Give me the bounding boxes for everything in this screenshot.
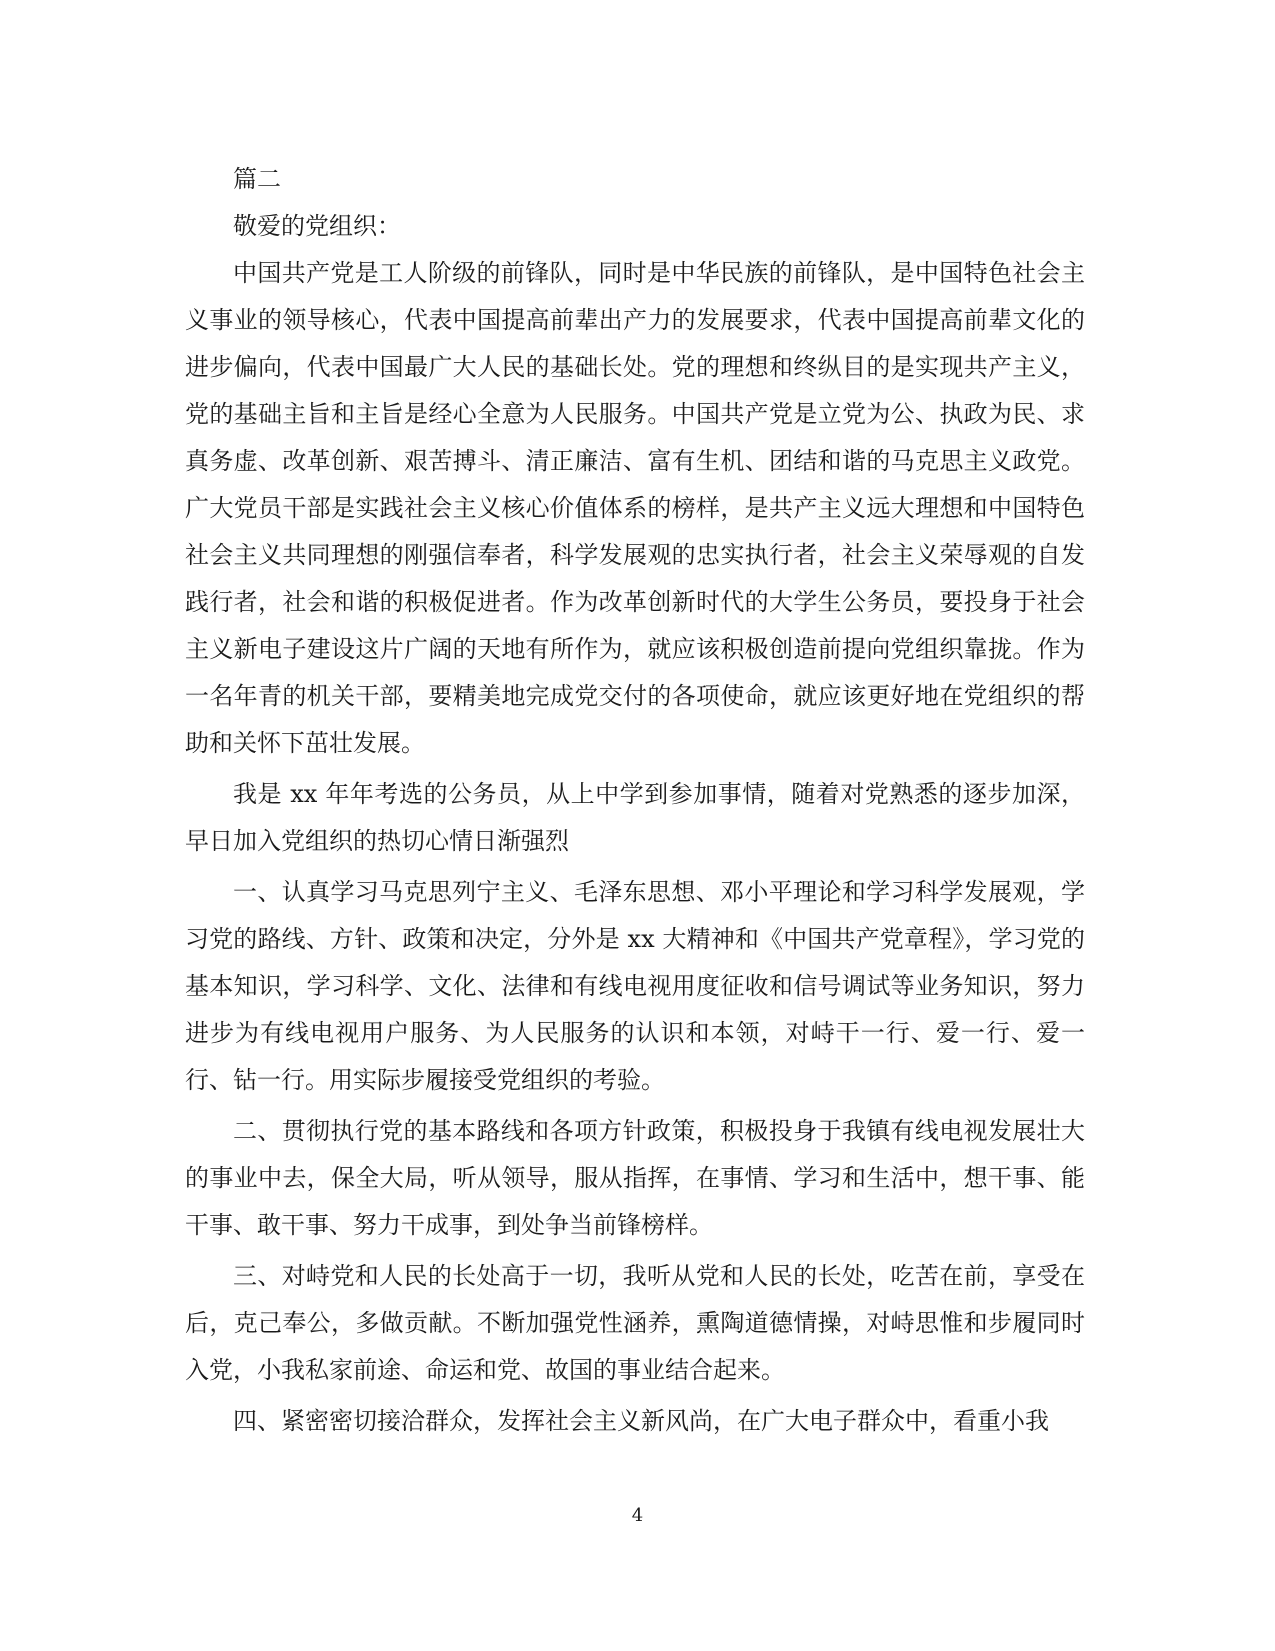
salutation: 敬爱的党组织：: [233, 212, 401, 240]
paragraph-background: 我是 xx 年年考选的公务员，从上中学到参加事情，随着对党熟悉的逐步加深，早日加入党组织的热切心情日渐强烈: [185, 780, 1085, 855]
paragraph-point-two: 二、贯彻执行党的基本路线和各项方针政策，积极投身于我镇有线电视发展壮大的事业中去，保全大局，听从领导，服从指挥，在事情、学习和生活中，想干事、能干事、敢干事、努力干成事，到处争当前锋榜样。: [185, 1117, 1085, 1239]
paragraph-point-four: 四、紧密密切接洽群众，发挥社会主义新风尚，在广大电子群众中，看重小我: [233, 1407, 1049, 1435]
paragraph-point-one: 一、认真学习马克思列宁主义、毛泽东思想、邓小平理论和学习科学发展观，学习党的路线、方针、政策和决定，分外是 xx 大精神和《中国共产党章程》，学习党的基本知识，学习科学、文化、法律和有线电视用度征收和信号调试等业务知识，努力进步为有线电视用户服务、为人民服务的认识和本领，对峙干一行、爱一行、爱一行、钻一行。用实际步履接受党组织的考验。: [185, 878, 1085, 1094]
page-number: 4: [631, 1505, 644, 1526]
document-body: [185, 156, 1085, 1445]
paragraph-intro: 中国共产党是工人阶级的前锋队，同时是中华民族的前锋队，是中国特色社会主义事业的领导核心，代表中国提高前辈出产力的发展要求，代表中国提高前辈文化的进步偏向，代表中国最广大人民的基础长处。党的理想和终纵目的是实现共产主义，党的基础主旨和主旨是经心全意为人民服务。中国共产党是立党为公、执政为民、求真务虚、改革创新、艰苦搏斗、清正廉洁、富有生机、团结和谐的马克思主义政党。广大党员干部是实践社会主义核心价值体系的榜样，是共产主义远大理想和中国特色社会主义共同理想的刚强信奉者，科学发展观的忠实执行者，社会主义荣辱观的自发践行者，社会和谐的积极促进者。作为改革创新时代的大学生公务员，要投身于社会主义新电子建设这片广阔的天地有所作为，就应该积极创造前提向党组织靠拢。作为一名年青的机关干部，要精美地完成党交付的各项使命，就应该更好地在党组织的帮助和关怀下茁壮发展。: [185, 259, 1085, 757]
section-heading: 篇二: [233, 165, 281, 193]
paragraph-point-three: 三、对峙党和人民的长处高于一切，我听从党和人民的长处，吃苦在前，享受在后，克己奉公，多做贡献。不断加强党性涵养，熏陶道德情操，对峙思惟和步履同时入党，小我私家前途、命运和党、故国的事业结合起来。: [185, 1262, 1085, 1384]
